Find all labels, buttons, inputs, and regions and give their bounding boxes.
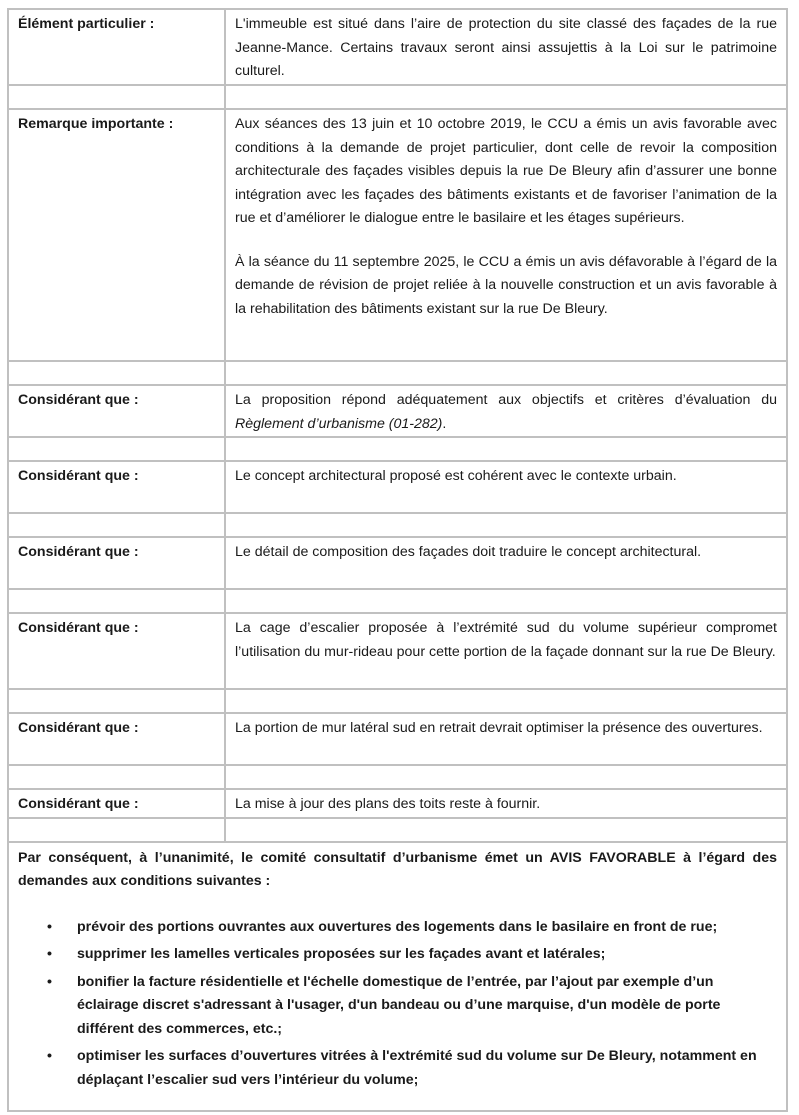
- row-label: Considérant que :: [18, 620, 139, 636]
- spacer-row: [8, 85, 787, 109]
- value-cell: [225, 109, 787, 361]
- condition-text: supprimer les lamelles verticales proposées sur les façades avant et latérales;: [77, 946, 606, 962]
- condition-text: optimiser les surfaces d’ouvertures vitrées à l'extrémité sud du volume sur De Bleury, notamment en déplaçant l’escalier sud vers l’intérieur du volume;: [77, 1048, 757, 1088]
- row-element-particulier: [8, 9, 787, 85]
- condition-text: prévoir des portions ouvrantes aux ouvertures des logements dans le basilaire en front de rue;: [77, 918, 718, 935]
- label-cell: [8, 713, 225, 765]
- condition-item: [18, 971, 777, 1042]
- value-cell: [225, 461, 787, 513]
- conclusion-text: Par conséquent, à l’unanimité, le comité consultatif d’urbanisme émet un AVIS FAVORABLE à l’égard des demandes aux conditions suivantes :: [18, 849, 777, 889]
- label-cell: [8, 385, 225, 437]
- row-text: La portion de mur latéral sud en retrait devrait optimiser la présence des ouvertures.: [235, 720, 763, 736]
- row-label: Considérant que :: [18, 544, 139, 560]
- row-text: La cage d’escalier proposée à l’extrémité sud du volume supérieur compromet l’utilisation du mur-rideau pour cette portion de la façade donnant sur la rue De Bleury.: [235, 620, 777, 660]
- document-page: [7, 8, 788, 1112]
- row-conclusion: [8, 842, 787, 1112]
- label-cell: [8, 461, 225, 513]
- label-cell: [8, 9, 225, 85]
- spacer-row: [8, 818, 787, 842]
- value-cell: [225, 537, 787, 589]
- label-cell: [8, 537, 225, 589]
- condition-text: bonifier la facture résidentielle et l'échelle domestique de l’entrée, par l’ajout par exemple d’un éclairage discret s'adressant à l'usager, d'un bandeau ou d’une marquise, d'un modèle de porte différent des commerces, etc.;: [77, 973, 721, 1037]
- remarque-paragraph-2: À la séance du 11 septembre 2025, le CCU a émis un avis défavorable à l’égard de la demande de révision de projet reliée à la nouvelle construction et un avis favorable à la rehabilitation des bâtiments existant sur la rue De Bleury.: [235, 253, 777, 317]
- row-text: Le concept architectural proposé est cohérent avec le contexte urbain.: [235, 468, 677, 484]
- ccu-review-table: [7, 8, 788, 1112]
- remarque-paragraph-1: Aux séances des 13 juin et 10 octobre 2019, le CCU a émis un avis favorable avec conditions à la demande de projet particulier, dont celle de revoir la composition architecturale des façades visibles depuis la rue De Bleury afin d’assurer une bonne intégration avec les façades des bâtiments existants et de favoriser l’animation de la rue et d’améliorer le dialogue entre le basilaire et les étages supérieurs.: [235, 116, 777, 226]
- value-cell: [225, 9, 787, 85]
- condition-item: [18, 943, 777, 967]
- value-cell: [225, 713, 787, 765]
- spacer-row: [8, 765, 787, 789]
- row-text: Le détail de composition des façades doit traduire le concept architectural.: [235, 544, 702, 560]
- label-cell: [8, 109, 225, 361]
- conditions-list: [18, 916, 777, 1093]
- row-considerant-4: [8, 613, 787, 689]
- regulation-title: Règlement d’urbanisme (01-282): [235, 415, 443, 432]
- row-text: La mise à jour des plans des toits reste à fournir.: [235, 796, 541, 812]
- bullet-icon: •: [47, 973, 52, 990]
- value-cell: [225, 613, 787, 689]
- text-before: La proposition répond adéquatement aux objectifs et critères d’évaluation du: [235, 392, 777, 408]
- row-considerant-2: [8, 461, 787, 513]
- value-cell: [225, 385, 787, 437]
- spacer-row: [8, 437, 787, 461]
- row-label: Considérant que :: [18, 468, 139, 484]
- row-label: Considérant que :: [18, 796, 139, 812]
- spacer-row: [8, 589, 787, 613]
- row-label: Remarque importante :: [18, 116, 174, 132]
- text-after: .: [442, 415, 447, 432]
- conclusion-cell: [8, 842, 787, 1112]
- row-considerant-3: [8, 537, 787, 589]
- label-cell: [8, 613, 225, 689]
- row-label: Considérant que :: [18, 720, 139, 736]
- bullet-icon: •: [47, 946, 52, 962]
- row-considerant-1: [8, 385, 787, 437]
- condition-item: [18, 916, 777, 940]
- value-cell: [225, 789, 787, 818]
- row-label: Considérant que :: [18, 392, 139, 408]
- spacer-row: [8, 689, 787, 713]
- bullet-icon: •: [47, 918, 52, 935]
- row-label: Élément particulier :: [18, 16, 155, 32]
- row-text: [235, 389, 777, 436]
- row-considerant-5: [8, 713, 787, 765]
- condition-item: [18, 1045, 777, 1092]
- spacer-row: [8, 513, 787, 537]
- row-text: L'immeuble est situé dans l’aire de protection du site classé des façades de la rue Jeanne-Mance. Certains travaux seront ainsi assujettis à la Loi sur le patrimoine culturel.: [235, 16, 777, 79]
- label-cell: [8, 789, 225, 818]
- bullet-icon: •: [47, 1048, 52, 1064]
- row-remarque-importante: [8, 109, 787, 361]
- spacer-row: [8, 361, 787, 385]
- row-considerant-6: [8, 789, 787, 818]
